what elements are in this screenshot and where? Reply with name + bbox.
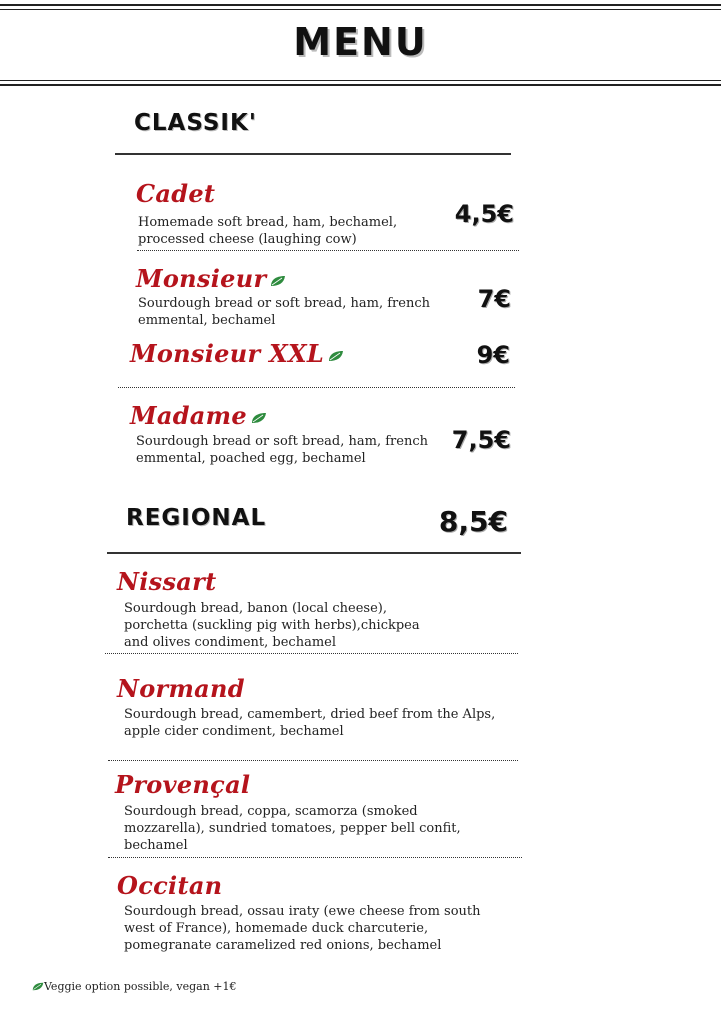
leaf-icon — [32, 982, 44, 991]
item-divider — [108, 857, 522, 858]
section-title-classik: CLASSIK' — [134, 110, 257, 136]
item-name-madame: Madame — [130, 401, 267, 430]
section-title-regional: REGIONAL — [126, 505, 267, 531]
leaf-icon — [328, 350, 344, 362]
item-desc-nissart: Sourdough bread, banon (local cheese), porchetta (suckling pig with herbs),chickpea and olives condiment, bechamel — [124, 601, 420, 650]
item-divider — [108, 760, 518, 761]
item-price-monsieur: 7€ — [477, 285, 511, 313]
item-price-cadet: 4,5€ — [454, 200, 514, 228]
section-divider-classik — [115, 153, 511, 155]
item-desc-normand: Sourdough bread, camembert, dried beef from the Alps, apple cider condiment, bechamel — [124, 707, 496, 739]
item-name-provencal: Provençal — [115, 770, 251, 799]
page-title: MENU — [293, 20, 428, 64]
item-desc-occitan: Sourdough bread, ossau iraty (ewe cheese from south west of France), homemade duck charcuterie, pomegranate caramelized red onions, bechamel — [124, 904, 481, 953]
item-name-monsieur-xxl: Monsieur XXL — [130, 339, 344, 368]
item-name-cadet: Cadet — [136, 179, 216, 208]
item-name-occitan: Occitan — [117, 871, 223, 900]
footnote-text: Veggie option possible, vegan +1€ — [44, 980, 237, 993]
leaf-icon — [251, 412, 267, 424]
item-desc-madame: Sourdough bread or soft bread, ham, french emmental, poached egg, bechamel — [136, 434, 428, 466]
footnote — [32, 980, 237, 993]
item-divider — [105, 653, 518, 654]
section-divider-regional — [107, 552, 521, 554]
item-name-normand: Normand — [117, 674, 245, 703]
leaf-icon — [270, 275, 286, 287]
header-rule-1 — [0, 80, 721, 81]
section-price-regional: 8,5€ — [438, 505, 508, 538]
item-divider — [118, 387, 515, 388]
item-divider — [137, 250, 519, 251]
top-rule-2 — [0, 9, 721, 10]
item-price-monsieur-xxl: 9€ — [476, 341, 510, 369]
item-desc-monsieur: Sourdough bread or soft bread, ham, french emmental, bechamel — [138, 296, 430, 328]
item-name-monsieur: Monsieur — [136, 264, 286, 293]
item-price-madame: 7,5€ — [451, 426, 511, 454]
item-name-nissart: Nissart — [117, 567, 217, 596]
item-desc-provencal: Sourdough bread, coppa, scamorza (smoked mozzarella), sundried tomatoes, pepper bell confit, bechamel — [124, 804, 461, 853]
top-rule-1 — [0, 4, 721, 6]
header-rule-2 — [0, 84, 721, 86]
item-desc-cadet: Homemade soft bread, ham, bechamel, processed cheese (laughing cow) — [138, 215, 398, 247]
